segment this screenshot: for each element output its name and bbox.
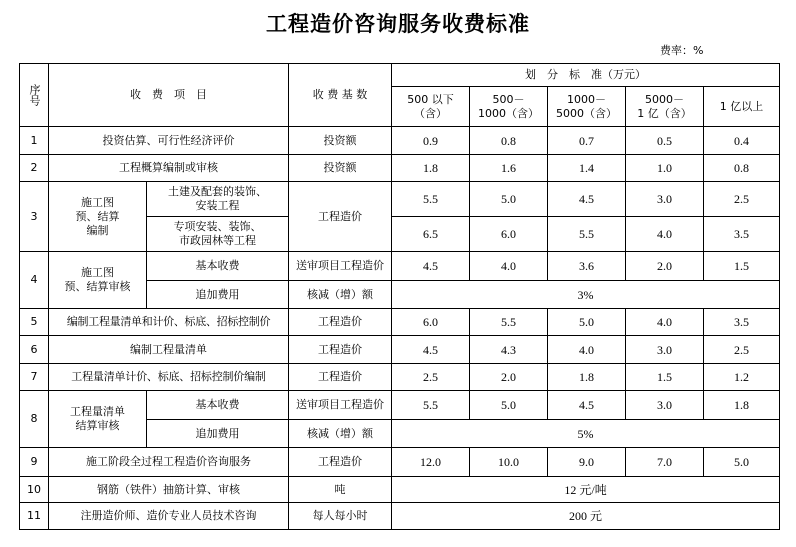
row-value: 5.0 [470, 391, 548, 420]
row-seq: 8 [20, 391, 49, 448]
row-group: 施工图 预、结算 编制 [49, 182, 147, 252]
row-seq: 4 [20, 252, 49, 309]
row-value: 5.5 [548, 217, 626, 252]
row-value: 4.5 [548, 391, 626, 420]
row-seq: 2 [20, 155, 49, 182]
row-merged-value: 3% [392, 281, 780, 309]
row-value: 3.5 [704, 309, 780, 336]
row-item: 编制工程量清单 [49, 336, 289, 364]
row-base: 工程造价 [289, 364, 392, 391]
row-merged-value: 12 元/吨 [392, 477, 780, 503]
row-value: 3.0 [626, 391, 704, 420]
row-value: 2.5 [704, 336, 780, 364]
row-value: 7.0 [626, 448, 704, 477]
row-base: 送审项目工程造价 [289, 391, 392, 420]
row-value: 1.0 [626, 155, 704, 182]
table-row [20, 182, 780, 217]
row-value: 6.0 [470, 217, 548, 252]
row-subitem: 追加费用 [147, 420, 289, 448]
row-base: 投资额 [289, 155, 392, 182]
row-value: 0.7 [548, 127, 626, 155]
row-value: 4.0 [470, 252, 548, 281]
row-subitem: 土建及配套的装饰、 安装工程 [147, 182, 289, 217]
row-value: 2.5 [704, 182, 780, 217]
row-value: 5.0 [470, 182, 548, 217]
row-base: 送审项目工程造价 [289, 252, 392, 281]
header-row [20, 64, 780, 87]
header-range: 1000－ 5000（含） [548, 87, 626, 127]
row-value: 3.6 [548, 252, 626, 281]
row-base: 工程造价 [289, 182, 392, 252]
row-merged-value: 5% [392, 420, 780, 448]
table-row [20, 364, 780, 391]
row-seq: 11 [20, 503, 49, 530]
header-range: 500 以下 （含） [392, 87, 470, 127]
row-value: 1.6 [470, 155, 548, 182]
row-subitem: 基本收费 [147, 391, 289, 420]
row-base: 核减（增）额 [289, 281, 392, 309]
row-value: 1.2 [704, 364, 780, 391]
row-value: 5.5 [392, 391, 470, 420]
header-range: 5000－ 1 亿（含） [626, 87, 704, 127]
table-row [20, 503, 780, 530]
row-seq: 7 [20, 364, 49, 391]
row-group: 工程量清单 结算审核 [49, 391, 147, 448]
row-value: 2.5 [392, 364, 470, 391]
table-row [20, 336, 780, 364]
row-item: 编制工程量清单和计价、标底、招标控制价 [49, 309, 289, 336]
row-value: 1.5 [626, 364, 704, 391]
row-value: 4.5 [392, 252, 470, 281]
row-value: 1.8 [704, 391, 780, 420]
row-value: 4.5 [392, 336, 470, 364]
row-group: 施工图 预、结算审核 [49, 252, 147, 309]
row-value: 2.0 [470, 364, 548, 391]
row-value: 0.8 [704, 155, 780, 182]
row-value: 4.0 [626, 309, 704, 336]
row-value: 4.0 [626, 217, 704, 252]
row-value: 3.5 [704, 217, 780, 252]
row-value: 6.0 [392, 309, 470, 336]
table-row [20, 127, 780, 155]
row-item: 投资估算、可行性经济评价 [49, 127, 289, 155]
table-row [20, 448, 780, 477]
row-value: 5.0 [548, 309, 626, 336]
row-item: 注册造价师、造价专业人员技术咨询 [49, 503, 289, 530]
table-row [20, 309, 780, 336]
header-range: 1 亿以上 [704, 87, 780, 127]
row-value: 4.3 [470, 336, 548, 364]
row-seq: 6 [20, 336, 49, 364]
header-seq: 序号 [20, 64, 49, 127]
row-value: 4.0 [548, 336, 626, 364]
row-subitem: 基本收费 [147, 252, 289, 281]
row-value: 1.4 [548, 155, 626, 182]
header-item: 收 费 项 目 [49, 64, 289, 127]
row-base: 核减（增）额 [289, 420, 392, 448]
row-value: 1.8 [548, 364, 626, 391]
row-value: 4.5 [548, 182, 626, 217]
row-base: 工程造价 [289, 336, 392, 364]
header-band: 划 分 标 准（万元） [392, 64, 780, 87]
table-row [20, 252, 780, 281]
row-value: 1.5 [704, 252, 780, 281]
row-value: 5.5 [470, 309, 548, 336]
table-row [20, 391, 780, 420]
row-value: 6.5 [392, 217, 470, 252]
row-value: 0.4 [704, 127, 780, 155]
header-base: 收 费 基 数 [289, 64, 392, 127]
row-seq: 5 [20, 309, 49, 336]
row-value: 0.9 [392, 127, 470, 155]
table-row [20, 477, 780, 503]
row-subitem: 专项安装、装饰、 市政园林等工程 [147, 217, 289, 252]
row-base: 每人每小时 [289, 503, 392, 530]
row-value: 5.0 [704, 448, 780, 477]
row-value: 5.5 [392, 182, 470, 217]
row-item: 钢筋（铁件）抽筋计算、审核 [49, 477, 289, 503]
row-seq: 10 [20, 477, 49, 503]
row-value: 3.0 [626, 182, 704, 217]
header-range: 500－ 1000（含） [470, 87, 548, 127]
row-value: 10.0 [470, 448, 548, 477]
row-subitem: 追加费用 [147, 281, 289, 309]
table-row [20, 155, 780, 182]
row-seq: 9 [20, 448, 49, 477]
row-seq: 1 [20, 127, 49, 155]
row-base: 工程造价 [289, 309, 392, 336]
row-base: 投资额 [289, 127, 392, 155]
row-merged-value: 200 元 [392, 503, 780, 530]
row-value: 2.0 [626, 252, 704, 281]
row-value: 0.5 [626, 127, 704, 155]
page-title: 工程造价咨询服务收费标准 [266, 11, 530, 36]
row-base: 工程造价 [289, 448, 392, 477]
fee-table [19, 63, 780, 530]
row-value: 0.8 [470, 127, 548, 155]
row-base: 吨 [289, 477, 392, 503]
row-value: 3.0 [626, 336, 704, 364]
rate-note: 费率：% [660, 44, 704, 57]
row-seq: 3 [20, 182, 49, 252]
row-value: 1.8 [392, 155, 470, 182]
row-value: 9.0 [548, 448, 626, 477]
row-item: 工程概算编制或审核 [49, 155, 289, 182]
row-item: 工程量清单计价、标底、招标控制价编制 [49, 364, 289, 391]
row-value: 12.0 [392, 448, 470, 477]
row-item: 施工阶段全过程工程造价咨询服务 [49, 448, 289, 477]
